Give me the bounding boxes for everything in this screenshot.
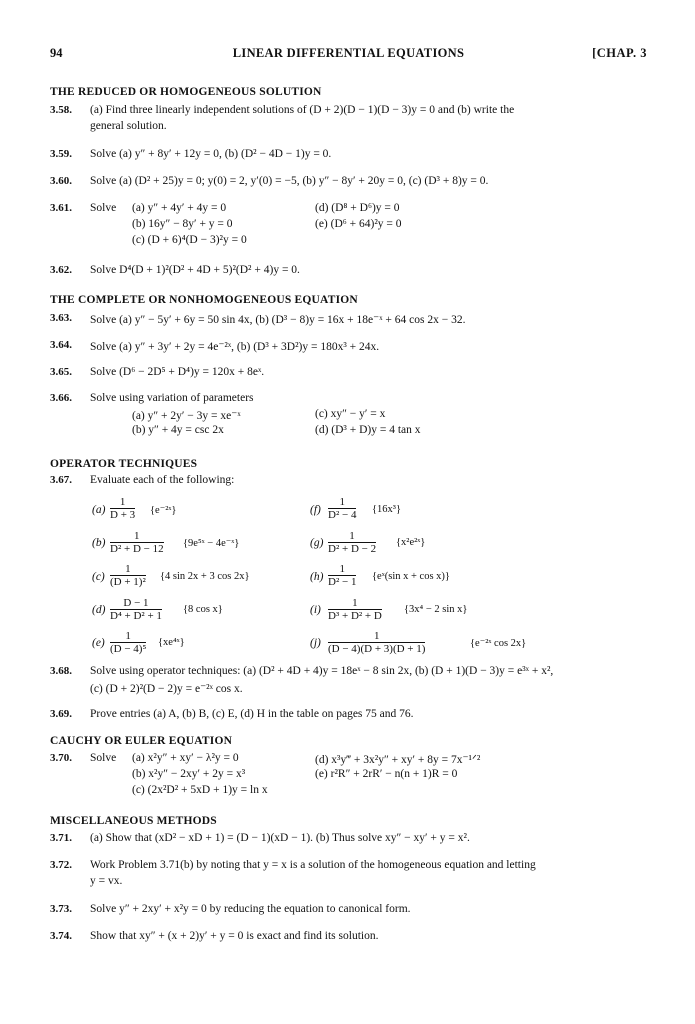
problem-number: 3.69. <box>50 708 72 720</box>
problem-number: 3.59. <box>50 148 72 160</box>
problem-part: (c) (2x²D² + 5xD + 1)y = ln x <box>132 784 268 796</box>
problem-text: Show that xy″ + (x + 2)y′ + y = 0 is exact and find its solution. <box>90 930 379 942</box>
fraction-numerator: 1 <box>328 563 356 576</box>
solve-label: Solve <box>90 752 117 764</box>
operand: {16x³} <box>372 504 401 515</box>
problem-part: (b) y″ + 4y = csc 2x <box>132 424 224 436</box>
operator-fraction <box>328 597 382 622</box>
operator-fraction <box>110 530 164 555</box>
problem-number: 3.63. <box>50 312 72 324</box>
chapter-title: LINEAR DIFFERENTIAL EQUATIONS <box>232 46 465 60</box>
fraction-denominator: D⁴ + D² + 1 <box>110 610 162 622</box>
operand: {e⁻²ˣ cos 2x} <box>470 638 527 649</box>
fraction-denominator: D² + D − 12 <box>110 543 164 555</box>
problem-part: (a) y″ + 4y′ + 4y = 0 <box>132 202 227 214</box>
problem-text: Solve D⁴(D + 1)²(D² + 4D + 5)²(D² + 4)y = 0. <box>90 264 300 276</box>
operator-fraction <box>110 597 162 622</box>
problem-part: (e) (D⁶ + 64)²y = 0 <box>315 218 402 230</box>
operand: {e⁻²ˣ} <box>150 505 177 516</box>
operand: {3x⁴ − 2 sin x} <box>404 604 468 615</box>
problem-number: 3.64. <box>50 339 72 351</box>
item-label: (c) <box>92 571 105 583</box>
fraction-numerator: 1 <box>328 496 356 509</box>
fraction-numerator: 1 <box>110 530 164 543</box>
problem-text: y = vx. <box>90 875 123 887</box>
fraction-numerator: 1 <box>328 530 376 543</box>
problem-number: 3.68. <box>50 665 72 677</box>
problem-text: Work Problem 3.71(b) by noting that y = x is a solution of the homogeneous equation and letting <box>90 859 536 871</box>
section-heading-cauchy: CAUCHY OR EULER EQUATION <box>50 735 233 747</box>
problem-number: 3.65. <box>50 366 72 378</box>
fraction-denominator: (D − 4)(D + 3)(D + 1) <box>328 643 426 655</box>
operand: {eˣ(sin x + cos x)} <box>372 571 450 582</box>
fraction-numerator: 1 <box>110 630 146 643</box>
fraction-denominator: D² − 4 <box>328 509 357 521</box>
problem-text: (c) (D + 2)²(D − 2)y = e⁻²ˣ cos x. <box>90 683 243 695</box>
problem-number: 3.73. <box>50 903 72 915</box>
problem-part: (b) x²y″ − 2xy′ + 2y = x³ <box>132 768 246 780</box>
problem-part: (a) y″ + 2y′ − 3y = xe⁻ˣ <box>132 410 241 422</box>
problem-text: Solve (a) (D² + 25)y = 0; y(0) = 2, y′(0) = −5, (b) y″ − 8y′ + 20y = 0, (c) (D³ + 8)y = 0. <box>90 175 489 187</box>
fraction-numerator: 1 <box>110 563 146 576</box>
problem-part: (c) xy″ − y′ = x <box>315 408 386 420</box>
operator-fraction <box>110 496 135 521</box>
item-label: (h) <box>310 571 324 583</box>
problem-number: 3.72. <box>50 859 72 871</box>
item-label: (d) <box>92 604 106 616</box>
operator-fraction <box>110 630 146 655</box>
problem-number: 3.71. <box>50 832 72 844</box>
problem-number: 3.61. <box>50 202 72 214</box>
problem-text: (a) Show that (xD² − xD + 1) = (D − 1)(xD − 1). (b) Thus solve xy″ − xy′ + y = x². <box>90 832 470 844</box>
fraction-denominator: D³ + D² + D <box>328 610 382 622</box>
problem-number: 3.62. <box>50 264 72 276</box>
operand: {8 cos x} <box>183 604 223 615</box>
section-heading-complete: THE COMPLETE OR NONHOMOGENEOUS EQUATION <box>50 294 358 306</box>
operand: {4 sin 2x + 3 cos 2x} <box>160 571 250 582</box>
problem-number: 3.66. <box>50 392 72 404</box>
problem-text: Prove entries (a) A, (b) B, (c) E, (d) H in the table on pages 75 and 76. <box>90 708 414 720</box>
problem-text: Solve (a) y″ − 5y′ + 6y = 50 sin 4x, (b) (D³ − 8)y = 16x + 18e⁻ˣ + 64 cos 2x − 32. <box>90 314 466 326</box>
item-label: (b) <box>92 537 106 549</box>
item-label: (a) <box>92 504 106 516</box>
problem-number: 3.74. <box>50 930 72 942</box>
problem-part: (a) x²y″ + xy′ − λ²y = 0 <box>132 752 239 764</box>
operand: {xe⁴ˣ} <box>158 637 185 648</box>
section-heading-reduced: THE REDUCED OR HOMOGENEOUS SOLUTION <box>50 86 322 98</box>
problem-text: general solution. <box>90 120 167 132</box>
item-label: (i) <box>310 604 321 616</box>
fraction-denominator: D² − 1 <box>328 576 357 588</box>
problem-text: Solve (D⁶ − 2D⁵ + D⁴)y = 120x + 8eˣ. <box>90 366 265 378</box>
fraction-denominator: (D − 4)⁵ <box>110 643 147 655</box>
problem-number: 3.70. <box>50 752 72 764</box>
problem-text: (a) Find three linearly independent solutions of (D + 2)(D − 1)(D − 3)y = 0 and (b) write the <box>90 104 515 116</box>
problem-number: 3.60. <box>50 175 72 187</box>
item-label: (f) <box>310 504 321 516</box>
fraction-numerator: 1 <box>328 630 425 643</box>
chapter-label: [CHAP. 3 <box>592 46 647 60</box>
operator-fraction <box>328 496 356 521</box>
fraction-numerator: D − 1 <box>110 597 162 610</box>
fraction-denominator: D + 3 <box>110 509 136 521</box>
problem-text: Solve y″ + 2xy′ + x²y = 0 by reducing the equation to canonical form. <box>90 903 411 915</box>
page-number: 94 <box>50 46 63 60</box>
problem-part: (d) x³y‴ + 3x²y″ + xy′ + 8y = 7x⁻¹ᐟ² <box>315 754 481 766</box>
section-heading-misc: MISCELLANEOUS METHODS <box>50 815 217 827</box>
problem-text: Solve using variation of parameters <box>90 392 254 404</box>
operator-fraction <box>328 630 425 655</box>
fraction-denominator: D² + D − 2 <box>328 543 377 555</box>
problem-part: (c) (D + 6)⁴(D − 3)²y = 0 <box>132 234 247 246</box>
fraction-denominator: (D + 1)² <box>110 576 146 588</box>
problem-text: Solve (a) y″ + 8y′ + 12y = 0, (b) (D² − 4D − 1)y = 0. <box>90 148 332 160</box>
problem-text: Solve (a) y″ + 3y′ + 2y = 4e⁻²ˣ, (b) (D³ + 3D²)y = 180x³ + 24x. <box>90 341 380 353</box>
operator-fraction <box>328 530 376 555</box>
operator-fraction <box>328 563 356 588</box>
solve-label: Solve <box>90 202 117 214</box>
problem-number: 3.58. <box>50 104 72 116</box>
operator-fraction <box>110 563 146 588</box>
problem-number: 3.67. <box>50 474 72 486</box>
item-label: (j) <box>310 637 321 649</box>
item-label: (g) <box>310 537 324 549</box>
problem-part: (d) (D⁸ + D⁶)y = 0 <box>315 202 400 214</box>
fraction-numerator: 1 <box>110 496 135 509</box>
running-header <box>50 46 647 62</box>
operand: {9e⁵ˣ − 4e⁻ˣ} <box>183 538 240 549</box>
section-heading-operator: OPERATOR TECHNIQUES <box>50 458 198 470</box>
problem-text: Solve using operator techniques: (a) (D² + 4D + 4)y = 18eˣ − 8 sin 2x, (b) (D + 1)(D − 3)y = e³ˣ + x², <box>90 665 554 677</box>
problem-part: (e) r²R″ + 2rR′ − n(n + 1)R = 0 <box>315 768 458 780</box>
item-label: (e) <box>92 637 105 649</box>
operand: {x²e²ˣ} <box>396 537 426 548</box>
problem-part: (b) 16y″ − 8y′ + y = 0 <box>132 218 233 230</box>
problem-text: Evaluate each of the following: <box>90 474 235 486</box>
problem-part: (d) (D³ + D)y = 4 tan x <box>315 424 421 436</box>
fraction-numerator: 1 <box>328 597 382 610</box>
